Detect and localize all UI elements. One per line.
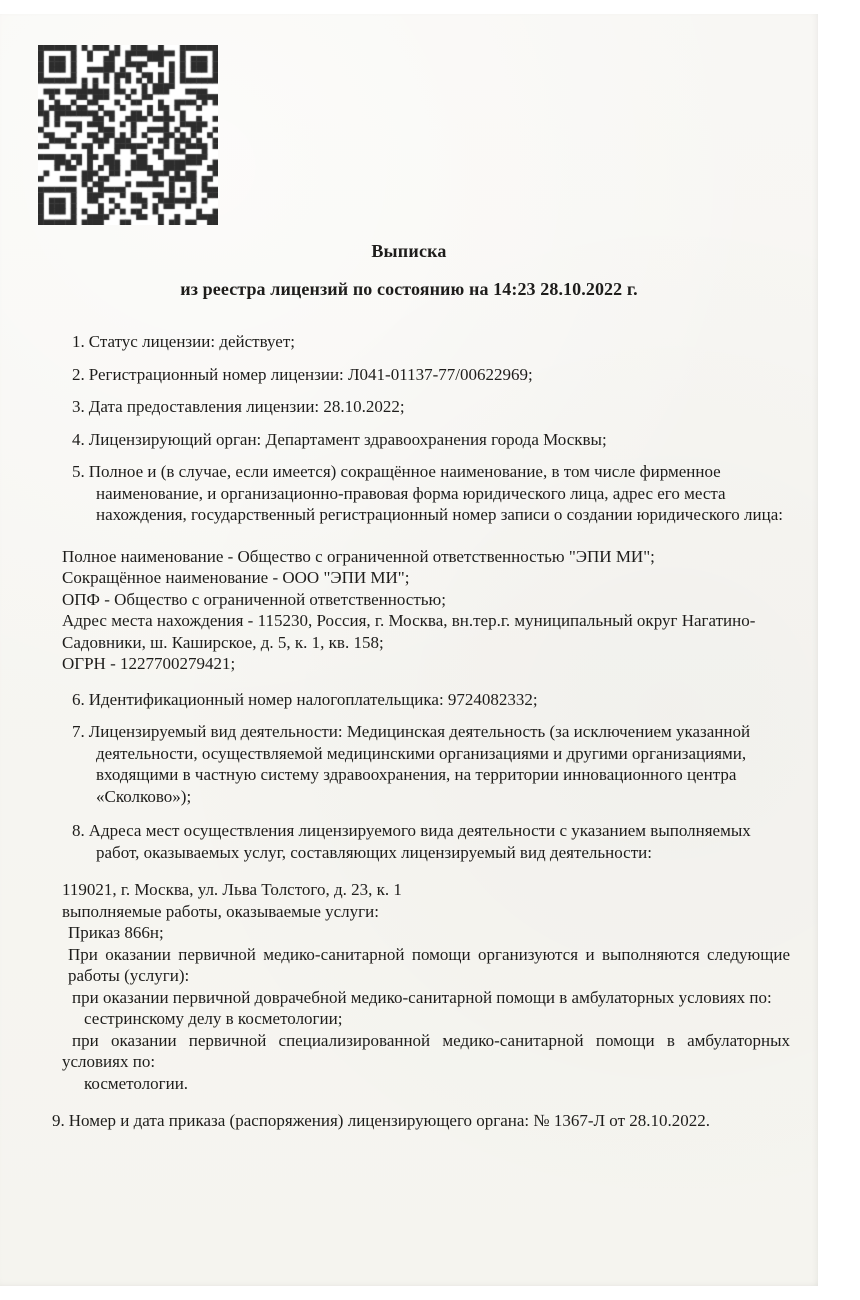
item-6-number: 6. <box>72 689 85 709</box>
item-2-text: Регистрационный номер лицензии: Л041-01137-77/00622969; <box>88 364 533 384</box>
item-1-text: Статус лицензии: действует; <box>88 332 295 351</box>
item-9-text: Номер и дата приказа (распоряжения) лицензирующего органа: № 1367-Л от 28.10.2022. <box>68 1111 711 1130</box>
item-2-registration-number <box>72 364 790 386</box>
item-1-license-status <box>72 331 790 353</box>
item-3-number: 3. <box>72 397 85 416</box>
item-4-number: 4. <box>72 429 85 449</box>
item-8-number: 8. <box>72 821 85 840</box>
item-7-licensed-activity <box>72 721 790 807</box>
works-line-nursing-cosmetology: сестринскому делу в косметологии; <box>84 1009 343 1028</box>
item-1-number: 1. <box>72 332 85 351</box>
item-3-grant-date <box>72 396 790 418</box>
item-8-text: Адреса мест осуществления лицензируемого вида деятельности с указанием выполняемых работ, оказываемых услуг, составляющих лицензируемый вид деятельности: <box>88 821 751 862</box>
item-4-licensing-authority <box>72 429 790 451</box>
org-short-name: Сокращённое наименование - ООО "ЭПИ МИ"; <box>62 568 410 587</box>
item-5-text: Полное и (в случае, если имеется) сокращённое наименование, в том числе фирменное наименование, и организационно-правовая форма юридического лица, адрес его места нахождения, государственный регистрационный номер записи о создании юридического лица: <box>88 462 784 524</box>
item-2-number: 2. <box>72 364 85 384</box>
document-title: Выписка <box>371 241 447 261</box>
item-6-text: Идентификационный номер налогоплательщика: 9724082332; <box>88 689 538 709</box>
org-address: Адрес места нахождения - 115230, Россия, г. Москва, вн.тер.г. муниципальный округ Нагатино-Садовники, ш. Каширское, д. 5, к. 1, кв. 158; <box>62 611 756 652</box>
item-5-number: 5. <box>72 462 85 481</box>
works-label: выполняемые работы, оказываемые услуги: <box>62 901 379 921</box>
item-7-text: Лицензируемый вид деятельности: Медицинская деятельность (за исключением указанной деятельности, осуществляемой медицинскими организациями и другими организациями, входящими в частную систему здравоохранения, на территории инновационного центра «Сколково»); <box>88 722 751 806</box>
work-site-address: 119021, г. Москва, ул. Льва Толстого, д. 23, к. 1 <box>62 880 402 899</box>
works-line-cosmetology: косметологии. <box>84 1073 189 1093</box>
item-3-text: Дата предоставления лицензии: 28.10.2022; <box>88 397 405 416</box>
org-ogrn: ОГРН - 1227700279421; <box>62 654 236 673</box>
document-subtitle: из реестра лицензий по состоянию на 14:23 28.10.2022 г. <box>180 279 638 299</box>
item-7-number: 7. <box>72 722 85 741</box>
works-line-primary-care: При оказании первичной медико-санитарной помощи организуются и выполняются следующие работы (услуги): <box>68 944 790 985</box>
org-details-block <box>0 546 818 675</box>
scanned-page <box>0 14 818 1286</box>
item-5-org-name-heading <box>72 461 790 526</box>
item-8-addresses-heading <box>72 820 790 863</box>
org-legal-form: ОПФ - Общество с ограниченной ответственностью; <box>62 589 446 609</box>
works-block <box>0 879 818 1094</box>
item-6-inn <box>72 689 790 711</box>
org-full-name: Полное наименование - Общество с ограниченной ответственностью "ЭПИ МИ"; <box>62 546 655 566</box>
item-9-number: 9. <box>52 1111 65 1130</box>
qr-code-icon <box>38 45 218 225</box>
item-4-text: Лицензирующий орган: Департамент здравоохранения города Москвы; <box>88 429 607 449</box>
order-866n: Приказ 866н; <box>68 923 164 942</box>
works-line-pre-doctor-care: при оказании первичной доврачебной медико-санитарной помощи в амбулаторных условиях по: <box>72 987 772 1007</box>
item-9-order-number <box>52 1110 790 1132</box>
works-line-specialized-care: при оказании первичной специализированной медико-санитарной помощи в амбулаторных условиях по: <box>62 1030 790 1071</box>
